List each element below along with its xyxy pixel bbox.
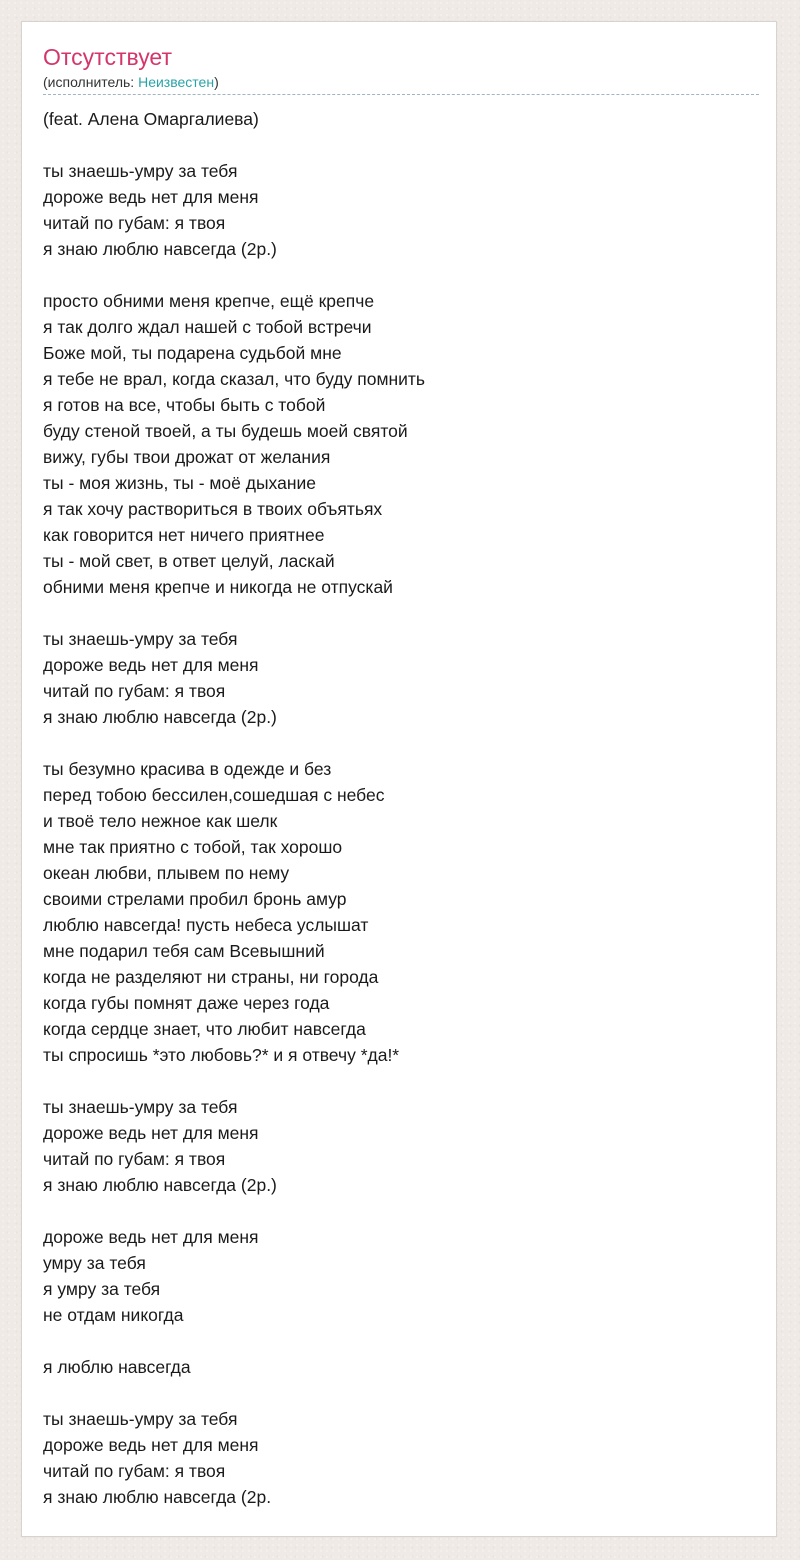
- song-title: Отсутствует: [43, 44, 172, 70]
- lyric-line: когда сердце знает, что любит навсегда: [43, 1019, 366, 1039]
- lyric-line: я знаю люблю навсегда (2р.): [43, 1175, 277, 1195]
- artist-link[interactable]: Неизвестен: [138, 74, 215, 90]
- lyric-line: умру за тебя: [43, 1253, 146, 1273]
- lyric-line: ты - моя жизнь, ты - моё дыхание: [43, 473, 317, 493]
- lyric-line: читай по губам: я твоя: [43, 1149, 226, 1169]
- lyric-line: (feat. Алена Омаргалиева): [43, 109, 259, 129]
- lyric-line: дороже ведь нет для меня: [43, 187, 259, 207]
- lyric-line: я люблю навсегда: [43, 1357, 191, 1377]
- lyric-line: я знаю люблю навсегда (2р.: [43, 1487, 272, 1507]
- lyric-line: Боже мой, ты подарена судьбой мне: [43, 343, 342, 363]
- lyric-line: ты знаешь-умру за тебя: [43, 629, 238, 649]
- lyric-line: обними меня крепче и никогда не отпускай: [43, 577, 393, 597]
- lyric-blank-line: [43, 132, 759, 158]
- lyric-line: ты знаешь-умру за тебя: [43, 161, 238, 181]
- lyrics-card: [21, 21, 777, 1537]
- artist-suffix: ): [214, 74, 219, 90]
- lyric-line: перед тобою бессилен,сошедшая с небес: [43, 785, 385, 805]
- lyric-blank-line: [43, 1068, 759, 1094]
- song-header: [43, 40, 759, 95]
- lyric-blank-line: [43, 730, 759, 756]
- lyric-line: дороже ведь нет для меня: [43, 1123, 259, 1143]
- lyric-line: вижу, губы твои дрожат от желания: [43, 447, 331, 467]
- lyric-line: как говорится нет ничего приятнее: [43, 525, 325, 545]
- lyric-line: просто обними меня крепче, ещё крепче: [43, 291, 375, 311]
- lyric-blank-line: [43, 262, 759, 288]
- lyric-line: мне подарил тебя сам Всевышний: [43, 941, 325, 961]
- lyric-line: когда не разделяют ни страны, ни города: [43, 967, 379, 987]
- lyric-line: ты безумно красива в одежде и без: [43, 759, 332, 779]
- lyric-line: я тебе не врал, когда сказал, что буду помнить: [43, 369, 426, 389]
- lyric-line: я так долго ждал нашей с тобой встречи: [43, 317, 372, 337]
- lyric-line: дороже ведь нет для меня: [43, 1435, 259, 1455]
- lyric-line: своими стрелами пробил бронь амур: [43, 889, 347, 909]
- lyric-blank-line: [43, 1380, 759, 1406]
- lyric-line: ты знаешь-умру за тебя: [43, 1409, 238, 1429]
- lyric-line: я умру за тебя: [43, 1279, 161, 1299]
- lyric-line: ты спросишь *это любовь?* и я отвечу *да!*: [43, 1045, 400, 1065]
- lyric-line: читай по губам: я твоя: [43, 1461, 226, 1481]
- lyrics-text: [43, 106, 759, 1510]
- lyric-line: дороже ведь нет для меня: [43, 1227, 259, 1247]
- lyric-line: читай по губам: я твоя: [43, 213, 226, 233]
- lyric-line: мне так приятно с тобой, так хорошо: [43, 837, 343, 857]
- lyric-line: я знаю люблю навсегда (2р.): [43, 239, 277, 259]
- lyric-line: ты - мой свет, в ответ целуй, ласкай: [43, 551, 335, 571]
- lyric-line: и твоё тело нежное как шелк: [43, 811, 278, 831]
- lyric-line: я знаю люблю навсегда (2р.): [43, 707, 277, 727]
- lyric-line: я готов на все, чтобы быть с тобой: [43, 395, 326, 415]
- lyric-line: читай по губам: я твоя: [43, 681, 226, 701]
- lyric-blank-line: [43, 1198, 759, 1224]
- lyric-line: ты знаешь-умру за тебя: [43, 1097, 238, 1117]
- lyric-line: буду стеной твоей, а ты будешь моей святой: [43, 421, 408, 441]
- lyric-line: люблю навсегда! пусть небеса услышат: [43, 915, 369, 935]
- lyric-line: дороже ведь нет для меня: [43, 655, 259, 675]
- lyric-line: не отдам никогда: [43, 1305, 184, 1325]
- lyric-line: когда губы помнят даже через года: [43, 993, 330, 1013]
- lyric-line: океан любви, плывем по нему: [43, 863, 290, 883]
- lyric-blank-line: [43, 1328, 759, 1354]
- lyric-blank-line: [43, 600, 759, 626]
- artist-prefix: (исполнитель:: [43, 74, 139, 90]
- artist-line: [43, 73, 219, 91]
- lyric-line: я так хочу раствориться в твоих объятьях: [43, 499, 383, 519]
